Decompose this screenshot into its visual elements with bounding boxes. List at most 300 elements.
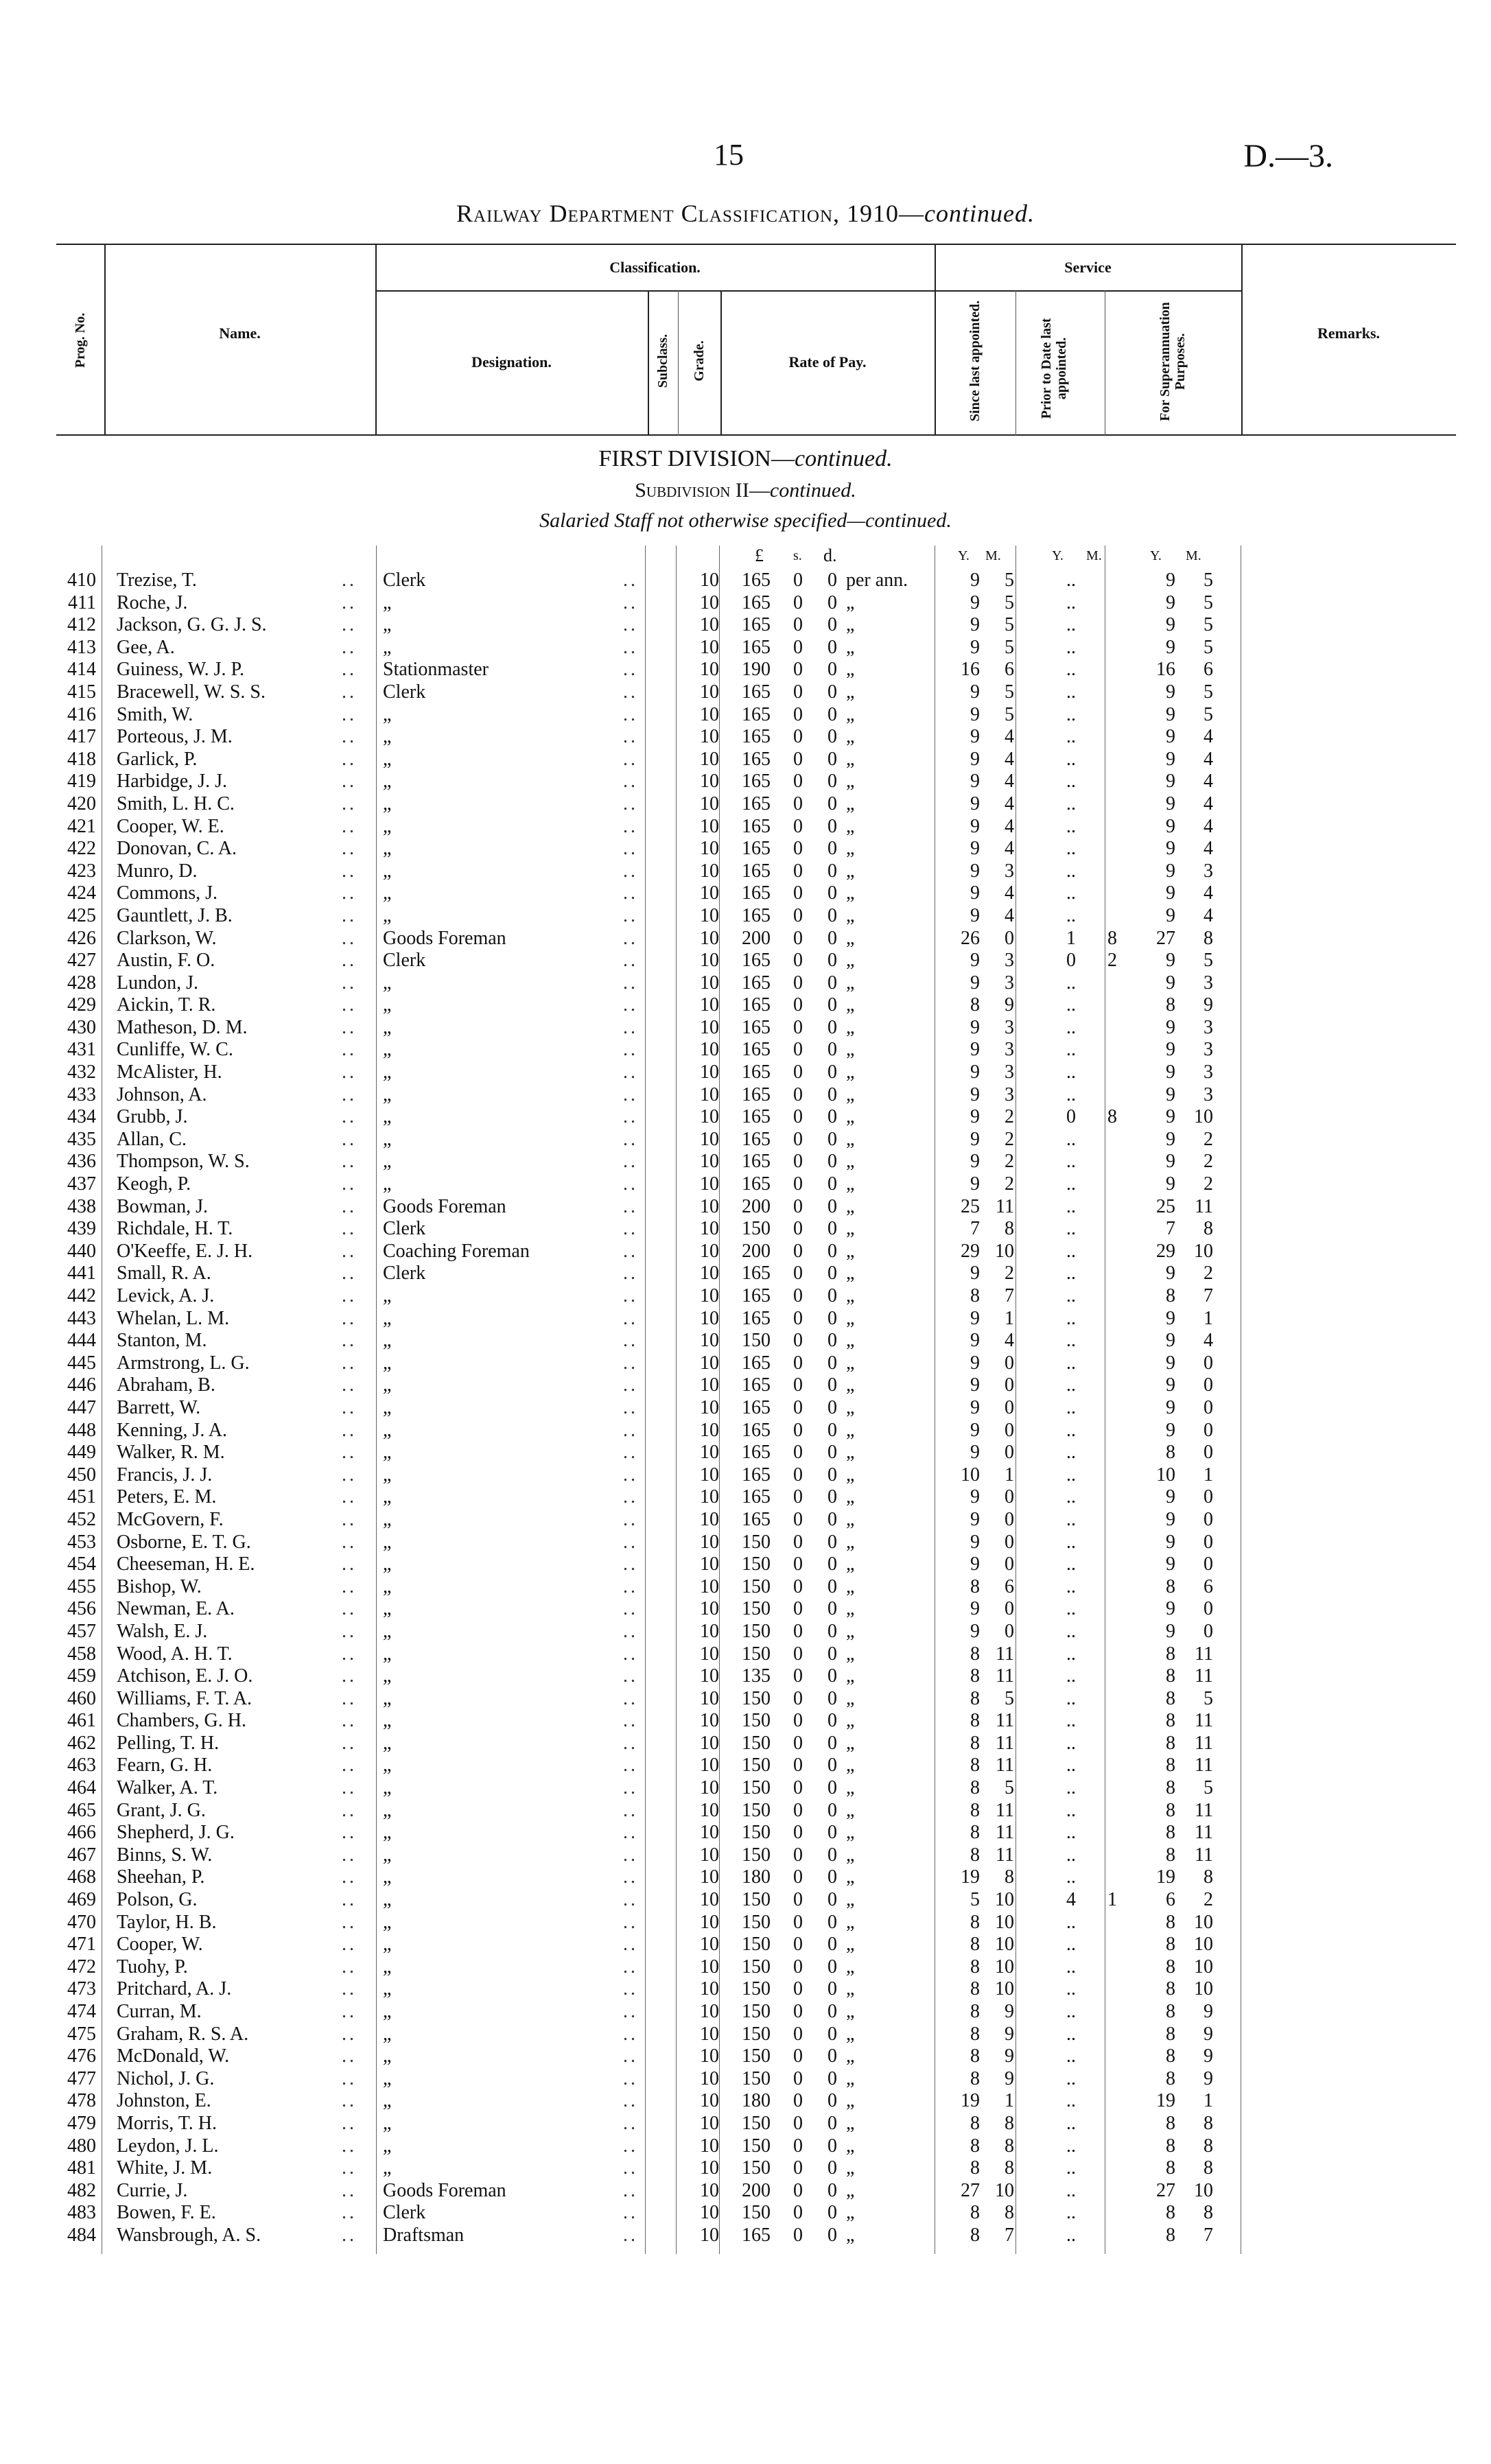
leader-dots: ..: [623, 1396, 638, 1418]
cell-prior-years: ..: [1066, 1039, 1076, 1061]
cell-grade: 10: [700, 1218, 719, 1240]
cell-super-years: 19: [1156, 1866, 1175, 1888]
cell-grade: 10: [700, 1307, 719, 1329]
cell-name: Bracewell, W. S. S.: [117, 681, 266, 703]
leader-dots: ..: [623, 950, 638, 972]
cell-pay-pounds: 200: [742, 1195, 771, 1217]
cell-prog-no: 435: [67, 1128, 96, 1150]
cell-super-months: 2: [1204, 1263, 1213, 1284]
leader-dots: ..: [623, 614, 638, 636]
leader-dots: ..: [623, 1285, 638, 1306]
cell-pay-shillings: 0: [793, 1822, 803, 1844]
cell-grade: 10: [700, 994, 719, 1016]
table-row: [54, 2225, 1453, 2247]
cell-pay-shillings: 0: [793, 2179, 803, 2201]
cell-since-months: 10: [995, 1934, 1014, 1956]
cell-pay-pounds: 150: [742, 2045, 771, 2067]
cell-super-years: 9: [1166, 972, 1175, 994]
cell-since-years: 8: [970, 1844, 980, 1866]
cell-since-months: 1: [1005, 1464, 1014, 1486]
leader-dots: ..: [623, 1710, 638, 1732]
cell-designation: „: [383, 2001, 392, 2022]
title-year: 1910—: [847, 200, 925, 227]
cell-pay-shillings: 0: [793, 1330, 803, 1352]
cell-since-months: 3: [1005, 1016, 1014, 1038]
leader-dots: ..: [623, 1419, 638, 1441]
cell-since-years: 9: [970, 1620, 980, 1642]
cell-pay-pounds: 165: [742, 614, 771, 636]
cell-since-years: 9: [970, 1396, 980, 1418]
cell-since-months: 9: [1005, 2023, 1014, 2045]
leader-dots: ..: [342, 1598, 357, 1620]
cell-super-months: 10: [1194, 1911, 1213, 1933]
cell-pay-pounds: 190: [742, 659, 771, 681]
cell-designation: „: [383, 1396, 392, 1418]
cell-super-years: 9: [1166, 1263, 1175, 1284]
cell-prior-years: ..: [1066, 1151, 1076, 1173]
table-row: [54, 1844, 1453, 1867]
cell-designation: „: [383, 1844, 392, 1866]
cell-since-years: 19: [961, 2090, 980, 2112]
cell-pay-pounds: 150: [742, 1575, 771, 1597]
cell-super-years: 8: [1166, 2045, 1175, 2067]
cell-designation: „: [383, 1128, 392, 1150]
cell-name: Johnson, A.: [117, 1083, 207, 1105]
cell-name: Cooper, W.: [117, 1934, 203, 1956]
title-main: Railway Department Classification,: [456, 200, 841, 227]
leader-dots: ..: [342, 1934, 357, 1956]
leader-dots: ..: [342, 1396, 357, 1418]
cell-designation: Goods Foreman: [383, 2179, 506, 2201]
cell-super-months: 8: [1204, 2135, 1213, 2157]
cell-pay-shillings: 0: [793, 681, 803, 703]
cell-pay-pounds: 165: [742, 815, 771, 837]
cell-since-months: 5: [1005, 681, 1014, 703]
table-row: [54, 2157, 1453, 2180]
cell-pay-pounds: 165: [742, 1464, 771, 1486]
cell-grade: 10: [700, 1173, 719, 1195]
cell-since-years: 9: [970, 1419, 980, 1441]
cell-since-years: 9: [970, 771, 980, 793]
leader-dots: ..: [342, 882, 357, 904]
cell-pay-period: „: [846, 972, 855, 994]
cell-prior-years: ..: [1066, 2045, 1076, 2067]
cell-super-years: 9: [1166, 726, 1175, 748]
cell-super-years: 8: [1166, 2157, 1175, 2179]
cell-super-years: 9: [1166, 950, 1175, 972]
cell-pay-shillings: 0: [793, 1464, 803, 1486]
cell-name: Trezise, T.: [117, 570, 197, 591]
cell-pay-pence: 0: [827, 570, 837, 591]
cell-designation: „: [383, 1687, 392, 1709]
leader-dots: ..: [623, 1755, 638, 1776]
cell-name: Richdale, H. T.: [117, 1218, 233, 1240]
cell-pay-pounds: 150: [742, 1732, 771, 1754]
cell-prog-no: 413: [67, 636, 96, 658]
cell-prior-years: ..: [1066, 1844, 1076, 1866]
leader-dots: ..: [342, 636, 357, 658]
cell-prior-years: ..: [1066, 1195, 1076, 1217]
leader-dots: ..: [342, 1508, 357, 1530]
cell-designation: „: [383, 1307, 392, 1329]
cell-since-months: 2: [1005, 1173, 1014, 1195]
cell-pay-shillings: 0: [793, 882, 803, 904]
cell-prog-no: 461: [67, 1710, 96, 1732]
cell-pay-shillings: 0: [793, 614, 803, 636]
cell-pay-shillings: 0: [793, 1486, 803, 1508]
cell-since-years: 8: [970, 1934, 980, 1956]
division-heading: [0, 446, 1491, 472]
table-row: [54, 2023, 1453, 2046]
cell-prog-no: 426: [67, 927, 96, 949]
cell-since-years: 9: [970, 815, 980, 837]
leader-dots: ..: [623, 1531, 638, 1553]
cell-since-months: 8: [1005, 2157, 1014, 2179]
cell-super-months: 11: [1195, 1710, 1213, 1732]
leader-dots: ..: [623, 681, 638, 703]
cell-prior-years: ..: [1066, 1575, 1076, 1597]
cell-name: Roche, J.: [117, 591, 188, 613]
cell-designation: „: [383, 972, 392, 994]
cell-prog-no: 448: [67, 1419, 96, 1441]
table-row: [54, 704, 1453, 727]
cell-pay-period: „: [846, 1396, 855, 1418]
cell-pay-period: „: [846, 2023, 855, 2045]
cell-pay-pounds: 165: [742, 726, 771, 748]
cell-since-months: 5: [1005, 614, 1014, 636]
leader-dots: ..: [342, 726, 357, 748]
unit-years-super: Y.: [1150, 548, 1162, 563]
cell-name: Thompson, W. S.: [117, 1151, 250, 1173]
cell-prior-years: ..: [1066, 681, 1076, 703]
table-row: [54, 2113, 1453, 2135]
cell-super-years: 8: [1166, 2224, 1175, 2246]
cell-super-months: 0: [1204, 1442, 1213, 1464]
cell-prog-no: 443: [67, 1307, 96, 1329]
cell-name: Armstrong, L. G.: [117, 1352, 250, 1374]
cell-pay-period: „: [846, 2202, 855, 2224]
cell-prog-no: 460: [67, 1687, 96, 1709]
cell-super-months: 9: [1204, 2067, 1213, 2089]
leader-dots: ..: [623, 1978, 638, 2000]
cell-prog-no: 414: [67, 659, 96, 681]
cell-grade: 10: [700, 838, 719, 860]
cell-since-years: 9: [970, 570, 980, 591]
cell-since-months: 11: [996, 1755, 1014, 1776]
cell-pay-period: „: [846, 681, 855, 703]
leader-dots: ..: [342, 1061, 357, 1083]
cell-pay-pence: 0: [827, 681, 837, 703]
cell-grade: 10: [700, 2045, 719, 2067]
cell-prior-years: ..: [1066, 2135, 1076, 2157]
leader-dots: ..: [342, 1710, 357, 1732]
cell-pay-pence: 0: [827, 1934, 837, 1956]
cell-since-months: 4: [1005, 1330, 1014, 1352]
cell-prior-months: 1: [1107, 1889, 1117, 1911]
leader-dots: ..: [623, 2090, 638, 2112]
cell-designation: „: [383, 1106, 392, 1128]
cell-designation: „: [383, 1710, 392, 1732]
cell-name: Smith, L. H. C.: [117, 793, 235, 814]
cell-pay-pounds: 165: [742, 1285, 771, 1306]
cell-designation: „: [383, 1799, 392, 1821]
cell-grade: 10: [700, 1330, 719, 1352]
cell-grade: 10: [700, 1263, 719, 1284]
leader-dots: ..: [342, 1620, 357, 1642]
table-row: [54, 1308, 1453, 1330]
cell-since-months: 2: [1005, 1128, 1014, 1150]
cell-super-years: 9: [1166, 1531, 1175, 1553]
cell-pay-shillings: 0: [793, 1285, 803, 1306]
leader-dots: ..: [623, 1777, 638, 1799]
cell-pay-period: „: [846, 1911, 855, 1933]
table-row: [54, 1397, 1453, 1420]
cell-super-months: 9: [1204, 2001, 1213, 2022]
cell-name: Sheehan, P.: [117, 1866, 205, 1888]
cell-pay-pence: 0: [827, 1508, 837, 1530]
cell-designation: „: [383, 2112, 392, 2134]
cell-name: Wansbrough, A. S.: [117, 2224, 261, 2246]
cell-name: Clarkson, W.: [117, 927, 217, 949]
cell-super-months: 7: [1204, 2224, 1213, 2246]
cell-prior-years: ..: [1066, 1665, 1076, 1687]
table-row: [54, 614, 1453, 637]
cell-pay-period: „: [846, 994, 855, 1016]
cell-pay-pounds: 165: [742, 1061, 771, 1083]
cell-since-months: 10: [995, 1956, 1014, 1978]
cell-pay-period: „: [846, 1889, 855, 1911]
cell-prog-no: 439: [67, 1218, 96, 1240]
cell-grade: 10: [700, 591, 719, 613]
cell-pay-period: „: [846, 2090, 855, 2112]
cell-prior-years: ..: [1066, 1531, 1076, 1553]
unit-years-prior: Y.: [1052, 548, 1064, 563]
leader-dots: ..: [623, 882, 638, 904]
cell-designation: Clerk: [383, 570, 426, 591]
cell-grade: 10: [700, 860, 719, 882]
cell-super-years: 8: [1166, 1844, 1175, 1866]
cell-since-years: 9: [970, 1173, 980, 1195]
cell-since-years: 8: [970, 994, 980, 1016]
table-row: [54, 1755, 1453, 1777]
cell-pay-period: „: [846, 1553, 855, 1575]
table-row: [54, 1263, 1453, 1285]
cell-pay-pence: 0: [827, 1575, 837, 1597]
cell-since-years: 8: [970, 1799, 980, 1821]
cell-grade: 10: [700, 1687, 719, 1709]
cell-pay-pence: 0: [827, 703, 837, 725]
cell-pay-shillings: 0: [793, 591, 803, 613]
cell-grade: 10: [700, 2090, 719, 2112]
cell-pay-pence: 0: [827, 1777, 837, 1799]
cell-pay-shillings: 0: [793, 860, 803, 882]
leader-dots: ..: [623, 2202, 638, 2224]
cell-name: Austin, F. O.: [117, 950, 215, 972]
cell-prior-years: 0: [1066, 1106, 1076, 1128]
cell-name: Walker, A. T.: [117, 1777, 218, 1799]
cell-grade: 10: [700, 681, 719, 703]
cell-grade: 10: [700, 1531, 719, 1553]
cell-grade: 10: [700, 2023, 719, 2045]
cell-grade: 10: [700, 1083, 719, 1105]
leader-dots: ..: [342, 838, 357, 860]
header-rate-of-pay: Rate of Pay.: [788, 353, 867, 371]
table-row: [54, 928, 1453, 950]
unit-pounds: £: [755, 545, 764, 565]
cell-pay-pence: 0: [827, 591, 837, 613]
cell-super-years: 9: [1166, 1128, 1175, 1150]
cell-pay-pounds: 165: [742, 994, 771, 1016]
cell-prior-years: ..: [1066, 838, 1076, 860]
cell-pay-pence: 0: [827, 1173, 837, 1195]
leader-dots: ..: [623, 703, 638, 725]
cell-super-months: 0: [1204, 1352, 1213, 1374]
table-row: [54, 882, 1453, 905]
leader-dots: ..: [623, 659, 638, 681]
cell-super-months: 0: [1204, 1396, 1213, 1418]
cell-since-years: 29: [961, 1240, 980, 1262]
cell-pay-pounds: 150: [742, 2001, 771, 2022]
cell-since-years: 9: [970, 703, 980, 725]
cell-super-months: 0: [1204, 1553, 1213, 1575]
cell-prior-years: ..: [1066, 1486, 1076, 1508]
cell-prior-years: ..: [1066, 1352, 1076, 1374]
cell-prior-years: ..: [1066, 1598, 1076, 1620]
cell-pay-shillings: 0: [793, 1575, 803, 1597]
cell-designation: „: [383, 1173, 392, 1195]
cell-prog-no: 457: [67, 1620, 96, 1642]
cell-pay-pounds: 200: [742, 1240, 771, 1262]
page-number: 15: [714, 138, 744, 172]
cell-super-months: 5: [1204, 703, 1213, 725]
cell-grade: 10: [700, 1575, 719, 1597]
cell-since-years: 9: [970, 591, 980, 613]
cell-pay-shillings: 0: [793, 838, 803, 860]
cell-prog-no: 458: [67, 1643, 96, 1665]
cell-since-months: 0: [1005, 1598, 1014, 1620]
table-row: [54, 1866, 1453, 1889]
header-name: Name.: [219, 325, 261, 342]
cell-since-years: 9: [970, 1486, 980, 1508]
title-continued: continued.: [924, 200, 1035, 227]
table-row: [54, 1665, 1453, 1688]
table-row: [54, 1777, 1453, 1800]
cell-since-months: 9: [1005, 2001, 1014, 2022]
cell-pay-pence: 0: [827, 659, 837, 681]
cell-since-years: 9: [970, 950, 980, 972]
cell-pay-shillings: 0: [793, 1978, 803, 2000]
leader-dots: ..: [623, 1665, 638, 1687]
cell-since-months: 4: [1005, 726, 1014, 748]
cell-pay-pounds: 150: [742, 1956, 771, 1978]
cell-prior-years: ..: [1066, 793, 1076, 814]
cell-pay-period: „: [846, 1106, 855, 1128]
cell-pay-pence: 0: [827, 1240, 837, 1262]
cell-pay-pounds: 165: [742, 1128, 771, 1150]
leader-dots: ..: [342, 1419, 357, 1441]
cell-pay-pounds: 150: [742, 2202, 771, 2224]
cell-pay-pounds: 150: [742, 2157, 771, 2179]
cell-pay-pence: 0: [827, 994, 837, 1016]
cell-super-months: 11: [1195, 1799, 1213, 1821]
cell-pay-shillings: 0: [793, 1777, 803, 1799]
cell-grade: 10: [700, 1128, 719, 1150]
cell-pay-period: „: [846, 1732, 855, 1754]
cell-pay-pounds: 200: [742, 927, 771, 949]
cell-prog-no: 429: [67, 994, 96, 1016]
cell-pay-period: „: [846, 1598, 855, 1620]
cell-pay-period: „: [846, 1620, 855, 1642]
cell-pay-pounds: 165: [742, 681, 771, 703]
cell-designation: Clerk: [383, 950, 426, 972]
leader-dots: ..: [342, 1911, 357, 1933]
table-row: [54, 1173, 1453, 1196]
cell-designation: Goods Foreman: [383, 927, 506, 949]
header-since-last: Since last appointed.: [967, 300, 983, 422]
cell-since-years: 9: [970, 1531, 980, 1553]
leader-dots: ..: [342, 2179, 357, 2201]
cell-since-years: 8: [970, 2023, 980, 2045]
cell-grade: 10: [700, 1553, 719, 1575]
table-row: [54, 1733, 1453, 1755]
cell-pay-shillings: 0: [793, 1934, 803, 1956]
cell-since-years: 8: [970, 1643, 980, 1665]
leader-dots: ..: [342, 1307, 357, 1329]
cell-super-months: 8: [1204, 2202, 1213, 2224]
cell-since-years: 8: [970, 2067, 980, 2089]
cell-pay-pence: 0: [827, 1889, 837, 1911]
cell-pay-shillings: 0: [793, 2224, 803, 2246]
cell-designation: Stationmaster: [383, 659, 489, 681]
cell-since-years: 9: [970, 1083, 980, 1105]
cell-prog-no: 442: [67, 1285, 96, 1306]
cell-prior-years: ..: [1066, 591, 1076, 613]
cell-name: Gee, A.: [117, 636, 175, 658]
cell-super-years: 8: [1166, 1777, 1175, 1799]
cell-super-months: 10: [1194, 2179, 1213, 2201]
unit-years-since: Y.: [958, 548, 970, 563]
cell-pay-period: „: [846, 1531, 855, 1553]
cell-prior-years: ..: [1066, 815, 1076, 837]
cell-pay-period: „: [846, 1755, 855, 1776]
cell-name: Polson, G.: [117, 1889, 198, 1911]
leader-dots: ..: [342, 1218, 357, 1240]
cell-prior-years: ..: [1066, 1508, 1076, 1530]
leader-dots: ..: [342, 927, 357, 949]
cell-since-years: 8: [970, 1911, 980, 1933]
cell-pay-pounds: 150: [742, 2023, 771, 2045]
header-prior-to-date: Prior to Date last appointed.: [1039, 318, 1069, 419]
cell-grade: 10: [700, 1643, 719, 1665]
cell-pay-pounds: 150: [742, 2112, 771, 2134]
cell-since-years: 26: [961, 927, 980, 949]
cell-prior-years: ..: [1066, 1777, 1076, 1799]
cell-prior-years: ..: [1066, 1442, 1076, 1464]
leader-dots: ..: [623, 2045, 638, 2067]
cell-name: Bowen, F. E.: [117, 2202, 216, 2224]
cell-super-months: 9: [1204, 2045, 1213, 2067]
cell-super-years: 9: [1166, 591, 1175, 613]
table-row: [54, 1374, 1453, 1397]
cell-since-years: 8: [970, 1755, 980, 1776]
table-row: [54, 994, 1453, 1017]
leader-dots: ..: [342, 1889, 357, 1911]
cell-super-years: 9: [1166, 636, 1175, 658]
cell-name: Kenning, J. A.: [117, 1419, 227, 1441]
cell-pay-shillings: 0: [793, 793, 803, 814]
cell-since-months: 9: [1005, 2067, 1014, 2089]
cell-pay-period: „: [846, 1151, 855, 1173]
